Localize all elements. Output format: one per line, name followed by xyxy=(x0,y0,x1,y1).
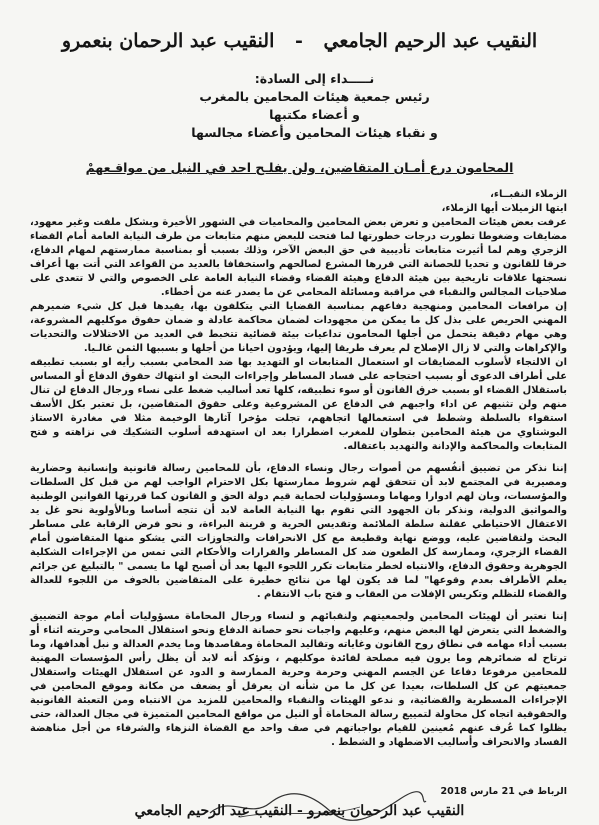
address-line: نـــــداء إلى السادة: xyxy=(254,71,375,86)
body-paragraph: إننا نذكر من تضييق أنفُسهم من أصوات رجال ونساء الدفاع، بأن للمحامين رسالة قانونية وإنسانية وحضارية ومصيرية في المجتمع لابد أن تتحقق لهم شروط ممارستها بكل الاحترام الواجب لهم من قبل كل السلطات والمؤسسات، وبان لهم ادوارا ومهاما ومسؤوليات لحماية قيم دولة الحق و القانون كما قررتها القوانين الوطنية والمواثيق الدولية، ونذكر بان الجهود التي تقوم بها النيابة العامة لابد أن تتجه أساسا وبالأولوية نحو غل يد الاعتقال الاحتياطي عقلنة سلطة الملائمة وتقديس الحرية و قرينة البراءة، و نحو فرض الرقابة على مساطر البحث ولتقاضين عليه، ووضع نهاية وقطيعة مع كل الانحرافات والتجاوزات التي يشكو منها المتقاضون أمام القضاء الزجري، وممارسة كل الطعون ضد كل المساطر والقرارات والأحكام التي تمس من الإجراءات الشكلية الجوهرية وحقوق الدفاع، والانتباه لخطر متابعات تكرر اللجوء اليها بعد أن أصبح لها ما يسمى " بالتبليغ عن جرائم يعلم الأطراف بعدم وقوعها" لما قد يكون لها من نتائج خطيرة على المتقاضين بالخوف من اللجوء للعدالة والقضاء للتظلم وتكريس الإفلات من العقاب و فتح باب الانتقام . xyxy=(30,463,567,600)
letter-date: الرباط في 21 مارس 2018 xyxy=(440,786,567,797)
address-line: رئيس جمعية هيئات المحامين بالمغرب xyxy=(199,89,430,104)
body-paragraph: إننا نعتبر أن لهيئات المحامين ولجمعيتهم ولنقبائهم و لنساء ورجال المحاماة مسؤوليات أمام موجة التضييق والضغط التي يتعرض لها البعض منهم، وعليهم واجبات نحو حصانة الدفاع ونحو استقلال المحامي وحريته اثناء أو بسبب أداء مهامه في نطاق روح القانون وغاياته وتقاليد المحاماة ومقاصدها وما يخدم العدالة و نبل أهدافها، وما ترتاح له ضمائرهم وما يرون فيه مصلحة لفائدة موكليهم ، ونؤكد أنه لابد أن يظل رأس المؤسسات المهنية للمحامين مرفوعا دفاعا عن الجسم المهني وحرمة وحرية الممارسة و الدود عن استقلال الهيئات واستقلال جمعيتهم عن كل السلطات، بعيدا عن كل ما من شأنه ان يعرقل أو يضعف من مكانة وموقع المحامين في الإجراءات المسطرية والقضائية، و ندعو الهيئات والنقباء والمحامين للمزيد من الانتباه ومن التعبئة القانونية والحقوقية اتجاه كل محاولة لتمييع رسالة المحاماة أو النيل من مواقع المحامين المتميزة في مجال العدالة، حتى يظلوا كما عُرف عنهم مُعينين للقيام بواجباتهم في صف واحد مع القضاة النزهاء والشرفاء من أجل مناهضة الفساد والانحراف وأساليب الاضطهاد و الشطط . xyxy=(30,611,567,748)
address-block xyxy=(90,70,539,142)
body-paragraph: إن مرافعات المحامين ومنهجية دفاعهم بمناسبة القضايا التي يتكلفون بها، يقيدها قبل كل شيء ضميرهم المهني الحريص على بذل كل ما يمكن من مجهودات لضمان محاكمة عادلة و ضمان حقوق موكليهم المشروعة، وهي مهام دقيقة يتحمل من أجلها المحامون تداعيات بيئة قضائية تتخبط في العديد من الاختلالات والتحديات والإكراهات والتي لا زال الإصلاح لم يعرف طريقا إليها، ويؤدون احيانا من أجلها و بسببها الثمن غالـيا. xyxy=(30,301,567,354)
letter-body xyxy=(30,184,567,750)
letter-subject: المحامون درع أمـان المتقاضين، ولن يفلـح احد في النيل من مواقـعهمْ xyxy=(85,160,514,175)
signature-name-right: النقيب عبد الرحيم الجامعي xyxy=(134,803,293,819)
header-name-right: النقيب عبد الرحيم الجامعي xyxy=(323,30,538,52)
body-paragraph: عرفت بعض هيئات المحامين و تعرض بعض المحامين والمحاميات في الشهور الأخيرة وبشكل ملفت وغير معهود، مضايقات وضغوطا تطورت درجات خطورتها لما فتحت للبعض منهم متابعات من طرف النيابة العامة أمام القضاء الزجري وهم لما أثيرت متابعات تأديبية في حق البعض الآخر، وذلك بسبب أو بمناسبة ممارستهم لمهام الدفاع، خرقا للقانون و تحديا للحصانة التي قررها المشرع لصالحهم واستخفافا بالعديد من القواعد التي أتت بها أعراف نسجتها علاقات تاريخية بين هيئة الدفاع وهيئة القضاء وقضاء النيابة العامة على الخصوص والتي لا تتعدى على صلاحيات المجالس والنقباء في مراقبة ومسائلة المحامي عن ما يصدر عنه من أخطاء. xyxy=(30,217,567,298)
signature-block xyxy=(40,803,559,819)
greeting-line: الزملاء النقبــاء، xyxy=(490,189,567,200)
address-line: و نقباء هيئات المحامين وأعضاء مجالسها xyxy=(191,125,438,140)
header-separator: - xyxy=(294,30,303,52)
greeting-line: ايتها الزميلات أيها الزملاء، xyxy=(441,203,567,214)
letter-header xyxy=(40,30,559,52)
address-line: و أعضاء مكتبها xyxy=(269,107,360,122)
header-name-left: النقيب عبد الرحمان بنعمرو xyxy=(61,30,275,52)
signature-name-left: النقيب عبد الرحمان بنعمرو xyxy=(307,803,465,819)
signature-separator: - xyxy=(297,803,303,819)
body-paragraph: ان الالتجاء لأسلوب المضايقات او استعمال المتابعات او التهديد بها ضد المحامي بسبب رأيه او بسبب تطبيقه على أطراف الدعوى أو بسبب احتجاجه على فساد المساطر وإجراءات البحث او انتهاك حقوق الدفاع أو المساس باستقلال القضاء او بسبب خرق القانون أو سوء تطبيقه، كلها تعد أساليب ضغط على نساء ورجال الدفاع لن تنال منهم ولن تثنيهم عن اداء واجبهم في الدفاع عن المشروعية وعلى حقوق المتقاضين، بل تعتبر بكل الأسف استقواء بالسلطة وشطط في استعمالها اتجاههم، تجلت مؤخرا آثارها الوخيمة مثلا في مغادرة الاستاذ البوشتاوي من هيئة المحامين بتطوان للمغرب اضطرارا بعد ان استهدفه أسلوب التشكيك في نزاهته و فتح المتابعات والمحاكمة والإدانة والتهديد باعتقاله. xyxy=(30,357,567,452)
